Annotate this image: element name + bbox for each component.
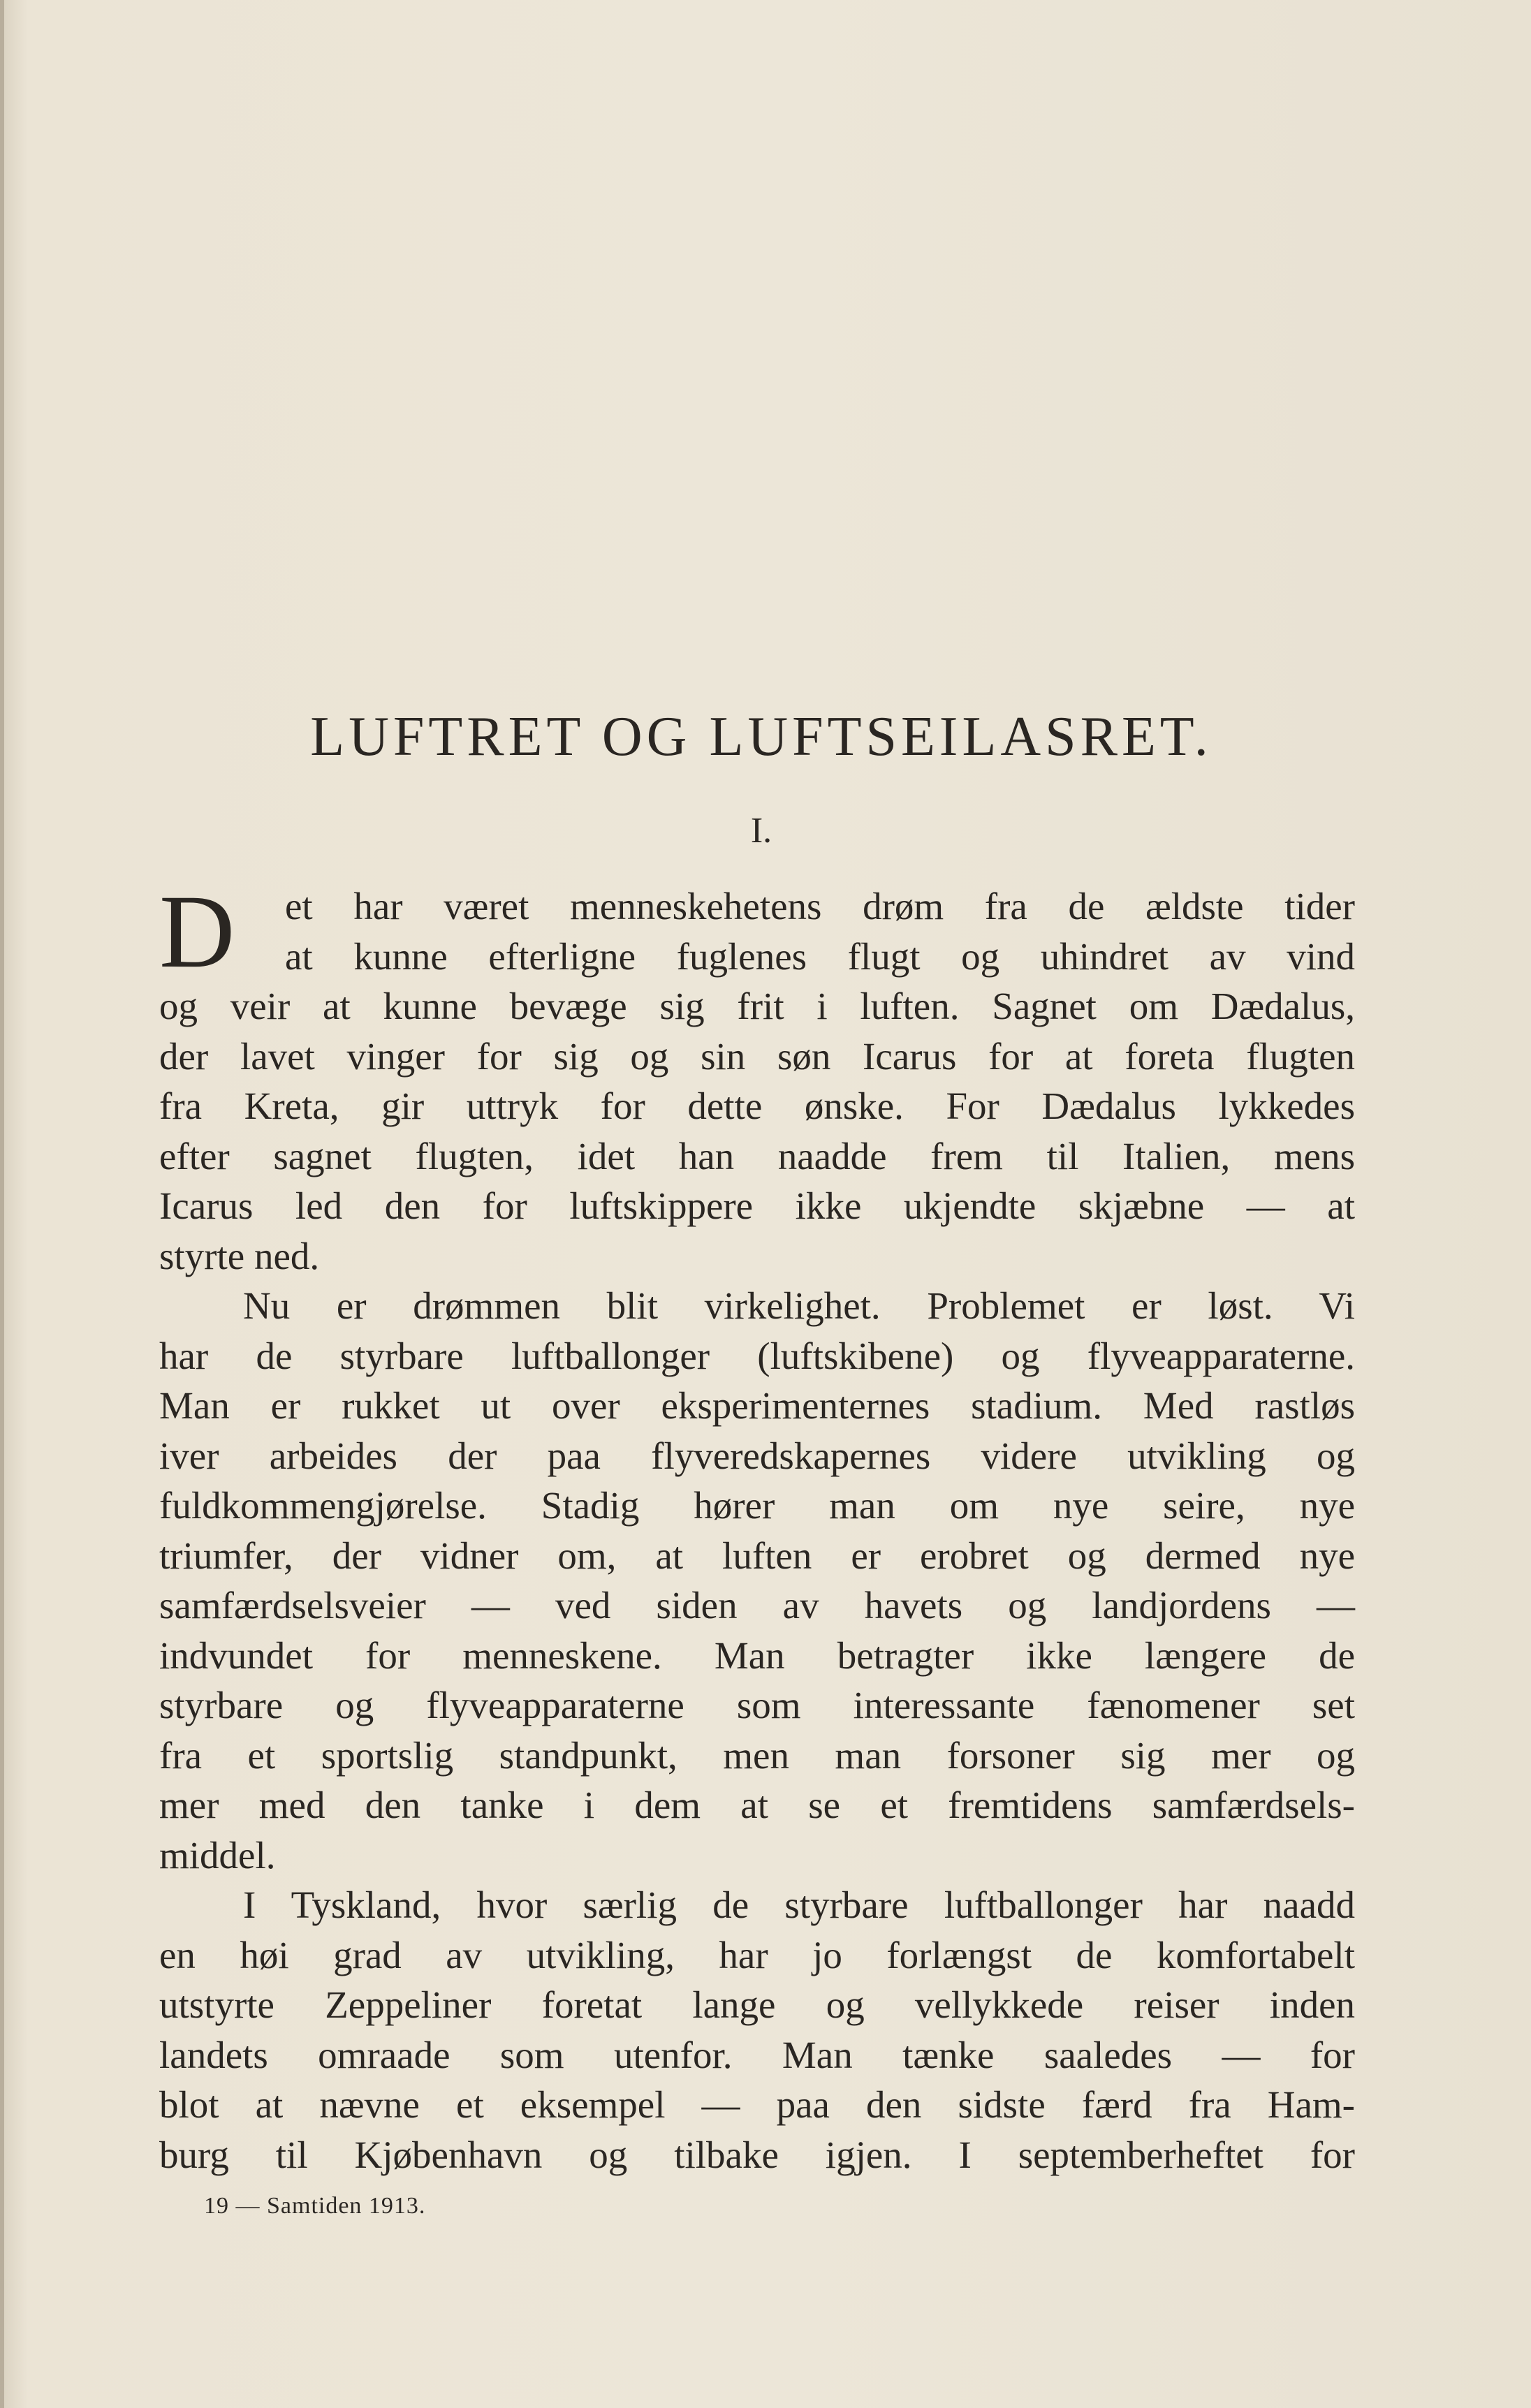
text-line: triumfer, der vidner om, at luften er erobret og dermed nye xyxy=(159,1534,1355,1577)
text-line: Icarus led den for luftskippere ikke ukjendte skjæbne — at xyxy=(159,1184,1355,1227)
text-line: styrbare og flyveapparaterne som interessante fænomener set xyxy=(159,1684,1355,1726)
text-line: efter sagnet flugten, idet han naadde frem til Italien, mens xyxy=(159,1134,1355,1177)
text-line: at kunne efterligne fuglenes flugt og uhindret av vind xyxy=(285,934,1355,978)
text-line: middel. xyxy=(159,1833,276,1877)
text-line: fuldkommengjørelse. Stadig hører man om nye seire, nye xyxy=(159,1484,1355,1527)
text-line: styrte ned. xyxy=(159,1234,320,1277)
text-line: fra et sportslig standpunkt, men man forsoner sig mer og xyxy=(159,1733,1355,1777)
text-line: et har været menneskehetens drøm fra de ældste tider xyxy=(285,885,1355,927)
page-title: LUFTRET OG LUFTSEILASRET. xyxy=(310,706,1213,768)
text-line: samfærdselsveier — ved siden av havets og landjordens — xyxy=(159,1584,1355,1627)
text-line: burg til Kjøbenhavn og tilbake igjen. I septemberheftet for xyxy=(159,2133,1355,2176)
paragraph-3 xyxy=(159,1880,1355,2180)
text-line: indvundet for menneskene. Man betragter ikke længere de xyxy=(159,1634,1355,1677)
page-spine-edge xyxy=(0,0,4,2408)
text-line: utstyrte Zeppeliner foretat lange og vellykkede reiser inden xyxy=(159,1983,1355,2026)
text-line: en høi grad av utvikling, har jo forlængst de komfortabelt xyxy=(159,1933,1355,1976)
text-line: landets omraade som utenfor. Man tænke saaledes — for xyxy=(159,2033,1355,2076)
section-number: I. xyxy=(750,811,772,851)
text-line: og veir at kunne bevæge sig frit i luften. Sagnet om Dædalus, xyxy=(159,985,1355,1027)
text-line: der lavet vinger for sig og sin søn Icarus for at foreta flugten xyxy=(159,1034,1355,1078)
text-line: I Tyskland, hvor særlig de styrbare luftballonger har naadd xyxy=(243,1884,1355,1926)
drop-capital: D xyxy=(159,874,235,990)
text-line: iver arbeides der paa flyveredskapernes videre utvikling og xyxy=(159,1434,1355,1477)
text-line: mer med den tanke i dem at se et fremtidens samfærdsels- xyxy=(159,1784,1355,1826)
page-footer-signature: 19 — Samtiden 1913. xyxy=(204,2193,426,2219)
paragraph-1 xyxy=(159,874,1355,1281)
text-line: Nu er drømmen blit virkelighet. Problemet er løst. Vi xyxy=(243,1284,1355,1327)
text-line: fra Kreta, gir uttryk for dette ønske. For Dædalus lykkedes xyxy=(159,1085,1355,1127)
body-text xyxy=(159,874,1355,2180)
text-line: Man er rukket ut over eksperimenternes stadium. Med rastløs xyxy=(159,1384,1355,1427)
text-line: blot at nævne et eksempel — paa den sidste færd fra Ham- xyxy=(159,2083,1355,2126)
text-line: har de styrbare luftballonger (luftskibene) og flyveapparaterne. xyxy=(159,1334,1355,1377)
paragraph-2 xyxy=(159,1281,1355,1880)
